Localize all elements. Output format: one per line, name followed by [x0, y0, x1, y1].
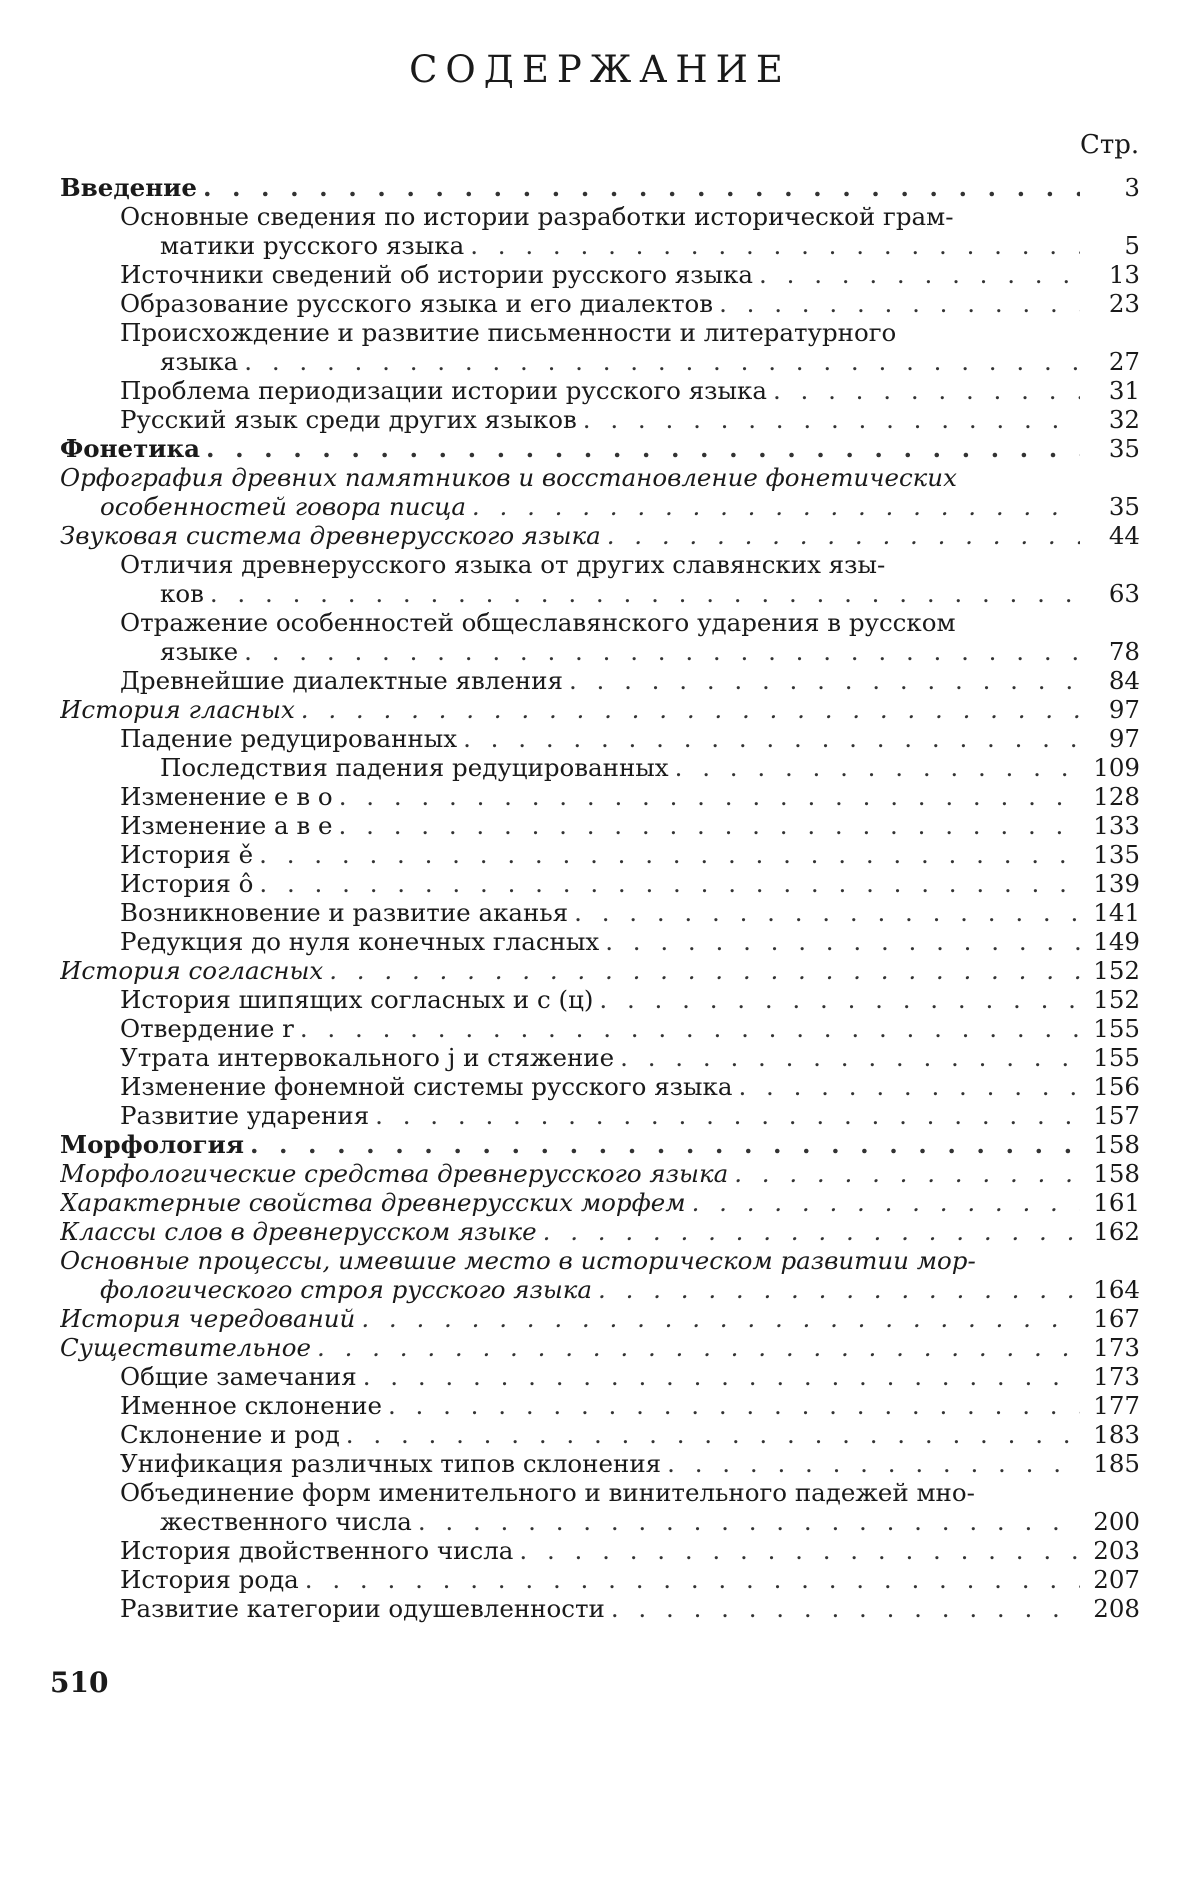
toc-entry-page: 133 — [1093, 811, 1140, 840]
toc-entry — [60, 1188, 1140, 1217]
toc-entry-page: 44 — [1108, 521, 1140, 550]
toc-entry-text: ков — [160, 579, 204, 608]
toc-entry-text: Возникновение и развитие аканья — [120, 898, 569, 927]
toc-entry — [60, 463, 1140, 521]
toc-entry — [60, 1420, 1140, 1449]
toc-entry — [60, 1246, 1140, 1304]
dot-leader — [259, 869, 1080, 898]
dot-leader — [583, 405, 1080, 434]
toc-entry-line — [120, 1391, 1080, 1420]
dot-leader — [519, 1536, 1080, 1565]
toc-entry — [60, 376, 1140, 405]
toc-entry-text: Древнейшие диалектные явления — [120, 666, 563, 695]
toc-entry-line — [120, 898, 1080, 927]
toc-entry-line — [160, 753, 1080, 782]
toc-entry-line — [120, 202, 1080, 231]
toc-entry-page: 203 — [1093, 1536, 1140, 1565]
toc-entry-text: Изменение е в о — [120, 782, 333, 811]
toc-entry-text: Отличия древнерусского языка от других славянских язы- — [120, 550, 886, 579]
toc-entry — [60, 927, 1140, 956]
dot-leader — [339, 782, 1080, 811]
dot-leader — [250, 1130, 1080, 1159]
toc-entry — [60, 811, 1140, 840]
toc-entry-line — [120, 579, 1080, 608]
dot-leader — [329, 956, 1080, 985]
toc-entry — [60, 956, 1140, 985]
toc-entry-page: 32 — [1108, 405, 1140, 434]
toc-entry-text: Развитие ударения — [120, 1101, 370, 1130]
dot-leader — [388, 1391, 1080, 1420]
toc-entry — [60, 521, 1140, 550]
toc-entry-page: 135 — [1093, 840, 1140, 869]
page-title: СОДЕРЖАНИЕ — [409, 48, 791, 91]
toc-entry-page: 173 — [1093, 1333, 1140, 1362]
toc-entry-page: 63 — [1108, 579, 1140, 608]
toc-entry-page: 84 — [1108, 666, 1140, 695]
toc-entry-text: История двойственного числа — [120, 1536, 514, 1565]
toc-entry — [60, 1072, 1140, 1101]
toc-entry — [60, 1304, 1140, 1333]
toc-entry-text: Фонетика — [60, 434, 201, 463]
toc-entry-line — [60, 434, 1080, 463]
toc-entry-text: фологического строя русского языка — [100, 1275, 593, 1304]
toc-entry — [60, 1478, 1140, 1536]
toc-entry-text: Редукция до нуля конечных гласных — [120, 927, 600, 956]
toc-entry — [60, 260, 1140, 289]
dot-leader — [543, 1217, 1080, 1246]
toc-entry — [60, 1130, 1140, 1159]
toc-entry-page: 185 — [1093, 1449, 1140, 1478]
dot-leader — [574, 898, 1080, 927]
toc-entry-text: Объединение форм именительного и винительного падежей мно- — [120, 1478, 975, 1507]
toc-entry-line — [120, 666, 1080, 695]
toc-entry-page: 128 — [1093, 782, 1140, 811]
toc-entry-text: История гласных — [60, 695, 295, 724]
toc-entry-line — [60, 492, 1080, 521]
toc-entry — [60, 1217, 1140, 1246]
toc-entry-line — [120, 1594, 1080, 1623]
toc-entry-line — [60, 463, 1080, 492]
toc-entry-page: 78 — [1108, 637, 1140, 666]
toc-entry-line — [60, 173, 1080, 202]
dot-leader — [605, 927, 1080, 956]
toc-entry-text: Склонение и род — [120, 1420, 340, 1449]
dot-leader — [259, 840, 1080, 869]
toc-entry-page: 27 — [1108, 347, 1140, 376]
toc-entry-line — [120, 1420, 1080, 1449]
toc-entry-line — [120, 1565, 1080, 1594]
table-of-contents — [60, 173, 1140, 1623]
toc-entry — [60, 1362, 1140, 1391]
toc-entry-page: 157 — [1093, 1101, 1140, 1130]
toc-entry-line — [60, 1275, 1080, 1304]
dot-leader — [667, 1449, 1080, 1478]
toc-entry-page: 162 — [1093, 1217, 1140, 1246]
toc-entry-text: Образование русского языка и его диалектов — [120, 289, 714, 318]
toc-entry-page: 177 — [1093, 1391, 1140, 1420]
dot-leader — [463, 724, 1080, 753]
toc-entry — [60, 289, 1140, 318]
toc-entry — [60, 898, 1140, 927]
toc-entry — [60, 724, 1140, 753]
toc-entry-text: Характерные свойства древнерусских морфем — [60, 1188, 686, 1217]
toc-entry-text: особенностей говора писца — [100, 492, 466, 521]
toc-entry-text: История шипящих согласных и с (ц) — [120, 985, 594, 1014]
toc-entry-page: 31 — [1108, 376, 1140, 405]
toc-entry-page: 35 — [1108, 492, 1140, 521]
toc-entry-page: 149 — [1093, 927, 1140, 956]
toc-entry-text: Морфологические средства древнерусского языка — [60, 1159, 729, 1188]
toc-entry-text: жественного числа — [160, 1507, 412, 1536]
toc-entry-text: Изменение фонемной системы русского языка — [120, 1072, 733, 1101]
toc-entry-text: Русский язык среди других языков — [120, 405, 577, 434]
toc-entry-text: История чередований — [60, 1304, 356, 1333]
dot-leader — [611, 1594, 1080, 1623]
toc-entry — [60, 1565, 1140, 1594]
toc-entry-text: Происхождение и развитие письменности и литературного — [120, 318, 897, 347]
toc-entry — [60, 869, 1140, 898]
dot-leader — [418, 1507, 1080, 1536]
toc-entry-text: Основные сведения по истории разработки исторической грам- — [120, 202, 954, 231]
toc-entry-text: Общие замечания — [120, 1362, 357, 1391]
toc-entry-text: Последствия падения редуцированных — [160, 753, 669, 782]
toc-entry — [60, 1159, 1140, 1188]
toc-entry-text: Источники сведений об истории русского языка — [120, 260, 754, 289]
dot-leader — [620, 1043, 1080, 1072]
toc-entry-page: 173 — [1093, 1362, 1140, 1391]
toc-entry-text: Унификация различных типов склонения — [120, 1449, 662, 1478]
toc-entry — [60, 985, 1140, 1014]
toc-entry-line — [120, 782, 1080, 811]
toc-entry — [60, 840, 1140, 869]
toc-entry-page: 208 — [1093, 1594, 1140, 1623]
toc-entry-text: языке — [160, 637, 239, 666]
dot-leader — [361, 1304, 1080, 1333]
dot-leader — [206, 434, 1080, 463]
toc-entry-page: 161 — [1093, 1188, 1140, 1217]
dot-leader — [773, 376, 1080, 405]
toc-entry-text: Классы слов в древнерусском языке — [60, 1217, 537, 1246]
toc-entry — [60, 1449, 1140, 1478]
toc-entry-text: Введение — [60, 173, 197, 202]
toc-entry-text: Морфология — [60, 1130, 244, 1159]
toc-entry — [60, 608, 1140, 666]
toc-entry-text: Изменение а в е — [120, 811, 333, 840]
toc-entry-text: языка — [160, 347, 239, 376]
toc-entry-line — [120, 724, 1080, 753]
toc-entry-line — [120, 1072, 1080, 1101]
dot-leader — [301, 695, 1080, 724]
toc-entry-page: 158 — [1093, 1159, 1140, 1188]
toc-entry-line — [120, 289, 1080, 318]
toc-entry-text: Развитие категории одушевленности — [120, 1594, 605, 1623]
toc-entry-text: История ô — [120, 869, 254, 898]
toc-entry — [60, 1594, 1140, 1623]
toc-entry-line — [60, 1159, 1080, 1188]
toc-entry-line — [120, 405, 1080, 434]
toc-entry-page: 207 — [1093, 1565, 1140, 1594]
toc-entry-line — [120, 985, 1080, 1014]
toc-entry-page: 5 — [1124, 231, 1140, 260]
toc-entry-line — [60, 1130, 1080, 1159]
toc-entry-text: Падение редуцированных — [120, 724, 458, 753]
toc-entry-page: 97 — [1108, 695, 1140, 724]
toc-entry-text: История ě — [120, 840, 254, 869]
toc-entry-page: 109 — [1093, 753, 1140, 782]
toc-entry — [60, 695, 1140, 724]
toc-entry-line — [120, 318, 1080, 347]
toc-entry — [60, 1043, 1140, 1072]
dot-leader — [692, 1188, 1080, 1217]
dot-leader — [244, 637, 1080, 666]
dot-leader — [598, 1275, 1080, 1304]
dot-leader — [738, 1072, 1080, 1101]
toc-entry-line — [60, 521, 1080, 550]
toc-entry-line — [120, 347, 1080, 376]
toc-entry-line — [120, 1101, 1080, 1130]
toc-entry-text: Существительное — [60, 1333, 312, 1362]
dot-leader — [305, 1565, 1080, 1594]
toc-entry-page: 141 — [1093, 898, 1140, 927]
dot-leader — [339, 811, 1080, 840]
toc-entry — [60, 173, 1140, 202]
toc-entry-text: Звуковая система древнерусского языка — [60, 521, 601, 550]
page-number: 510 — [50, 1666, 109, 1699]
toc-entry-line — [60, 956, 1080, 985]
toc-entry-text: История рода — [120, 1565, 299, 1594]
dot-leader — [607, 521, 1080, 550]
dot-leader — [210, 579, 1080, 608]
toc-entry-page: 152 — [1093, 956, 1140, 985]
toc-entry-page: 155 — [1093, 1014, 1140, 1043]
dot-leader — [363, 1362, 1080, 1391]
toc-entry-line — [120, 1362, 1080, 1391]
toc-entry-page: 97 — [1108, 724, 1140, 753]
dot-leader — [346, 1420, 1080, 1449]
toc-entry-page: 35 — [1108, 434, 1140, 463]
toc-entry-text: Проблема периодизации истории русского языка — [120, 376, 767, 405]
toc-entry-line — [120, 608, 1080, 637]
toc-entry-line — [120, 840, 1080, 869]
toc-entry — [60, 782, 1140, 811]
toc-entry-line — [120, 550, 1080, 579]
toc-entry-page: 152 — [1093, 985, 1140, 1014]
toc-entry-page: 23 — [1108, 289, 1140, 318]
dot-leader — [244, 347, 1080, 376]
toc-entry-page: 3 — [1124, 173, 1140, 202]
toc-entry-line — [120, 811, 1080, 840]
toc-entry-page: 200 — [1093, 1507, 1140, 1536]
toc-entry-line — [120, 927, 1080, 956]
page-column-label: Стр. — [1080, 130, 1140, 160]
toc-entry-text: Утрата интервокального j и стяжение — [120, 1043, 615, 1072]
toc-entry — [60, 405, 1140, 434]
toc-entry-line — [60, 1333, 1080, 1362]
toc-entry-line — [120, 260, 1080, 289]
dot-leader — [719, 289, 1080, 318]
toc-entry — [60, 1536, 1140, 1565]
toc-entry — [60, 550, 1140, 608]
toc-entry-text: Основные процессы, имевшие место в историческом развитии мор- — [60, 1246, 976, 1275]
toc-entry-line — [60, 1246, 1080, 1275]
toc-entry — [60, 666, 1140, 695]
toc-entry-line — [120, 637, 1080, 666]
toc-entry — [60, 434, 1140, 463]
toc-entry-line — [120, 1478, 1080, 1507]
dot-leader — [203, 173, 1080, 202]
toc-entry-text: Орфография древних памятников и восстановление фонетических — [60, 463, 957, 492]
toc-entry-page: 155 — [1093, 1043, 1140, 1072]
toc-entry-page: 156 — [1093, 1072, 1140, 1101]
toc-entry-line — [120, 1449, 1080, 1478]
toc-entry-line — [60, 695, 1080, 724]
toc-entry-page: 183 — [1093, 1420, 1140, 1449]
dot-leader — [300, 1014, 1080, 1043]
dot-leader — [734, 1159, 1080, 1188]
toc-entry-line — [60, 1304, 1080, 1333]
dot-leader — [599, 985, 1080, 1014]
toc-entry-text: Отражение особенностей общеславянского ударения в русском — [120, 608, 956, 637]
toc-entry-text: Отвердение r — [120, 1014, 294, 1043]
toc-entry-page: 139 — [1093, 869, 1140, 898]
dot-leader — [472, 492, 1080, 521]
toc-entry — [60, 1333, 1140, 1362]
toc-entry-text: матики русского языка — [160, 231, 465, 260]
toc-entry — [60, 202, 1140, 260]
dot-leader — [317, 1333, 1080, 1362]
toc-entry — [60, 753, 1140, 782]
toc-entry — [60, 1101, 1140, 1130]
dot-leader — [569, 666, 1080, 695]
toc-entry-line — [60, 1188, 1080, 1217]
toc-entry-line — [120, 1043, 1080, 1072]
toc-entry — [60, 1014, 1140, 1043]
toc-entry-line — [120, 1507, 1080, 1536]
dot-leader — [675, 753, 1080, 782]
toc-entry-line — [120, 1536, 1080, 1565]
toc-entry-line — [60, 1217, 1080, 1246]
toc-entry-text: Именное склонение — [120, 1391, 382, 1420]
toc-entry-page: 158 — [1093, 1130, 1140, 1159]
toc-entry — [60, 318, 1140, 376]
dot-leader — [375, 1101, 1080, 1130]
toc-entry-page: 13 — [1108, 260, 1140, 289]
toc-entry-line — [120, 231, 1080, 260]
toc-entry-page: 164 — [1093, 1275, 1140, 1304]
dot-leader — [470, 231, 1080, 260]
toc-entry-line — [120, 376, 1080, 405]
toc-entry-line — [120, 1014, 1080, 1043]
toc-entry-line — [120, 869, 1080, 898]
dot-leader — [759, 260, 1080, 289]
toc-entry — [60, 1391, 1140, 1420]
toc-entry-page: 167 — [1093, 1304, 1140, 1333]
toc-entry-text: История согласных — [60, 956, 324, 985]
